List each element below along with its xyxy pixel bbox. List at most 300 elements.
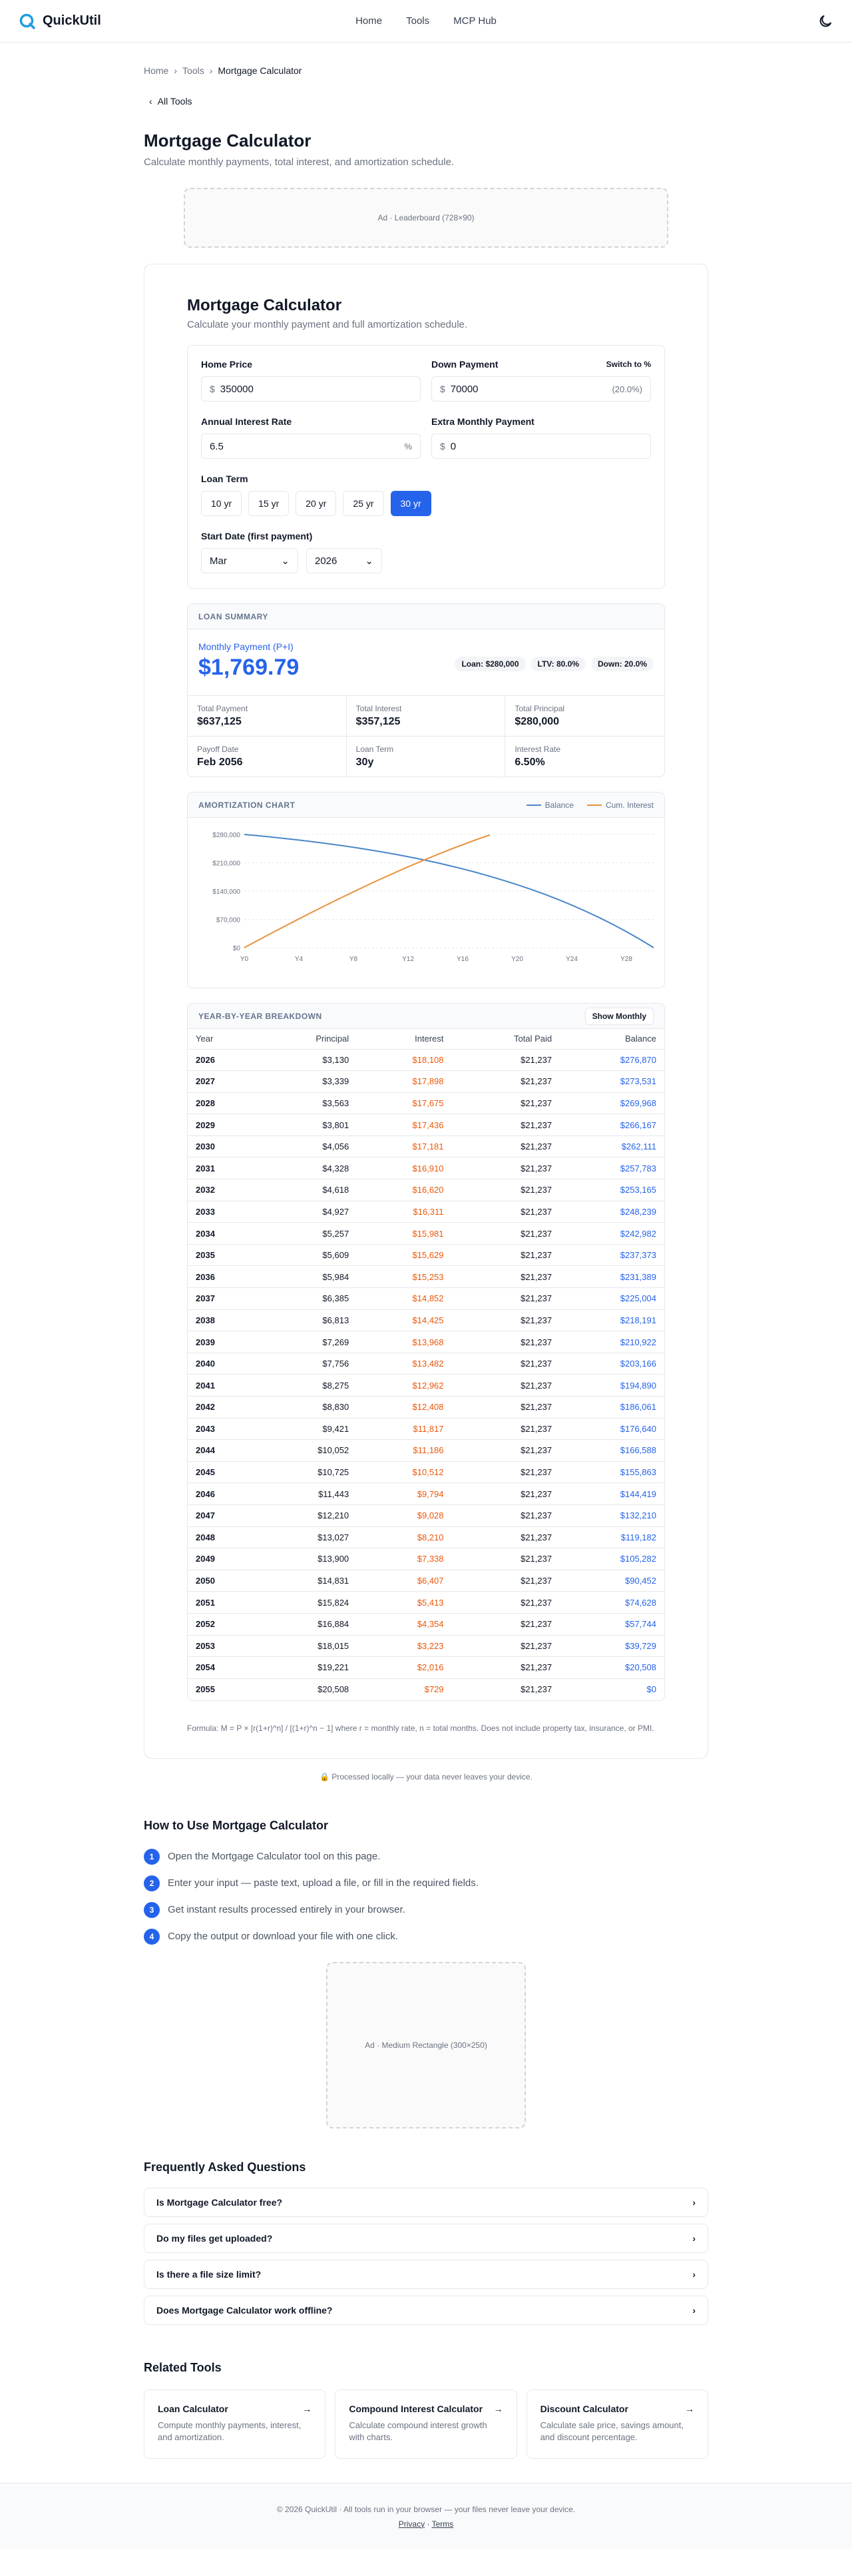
col-interest: Interest — [357, 1029, 451, 1049]
down-payment-value: 70000 — [450, 383, 479, 395]
table-cell: $21,237 — [452, 1657, 560, 1679]
related-discount-calculator[interactable]: Discount Calculator → Calculate sale price, savings amount, and discount percentage. — [527, 2390, 708, 2459]
table-cell: 2042 — [188, 1397, 258, 1419]
table-cell: $17,436 — [357, 1114, 451, 1136]
interest-rate-value: 6.5 — [210, 440, 224, 452]
start-year-value: 2026 — [315, 555, 337, 567]
table-cell: $20,508 — [560, 1657, 664, 1679]
table-row — [188, 1331, 664, 1353]
table-cell: $21,237 — [452, 1418, 560, 1440]
table-cell: $17,898 — [357, 1071, 451, 1093]
table-cell: $10,052 — [258, 1440, 357, 1462]
table-cell: 2037 — [188, 1288, 258, 1310]
table-cell: 2036 — [188, 1266, 258, 1288]
moon-icon[interactable] — [817, 13, 833, 29]
table-cell: $21,237 — [452, 1483, 560, 1505]
table-cell: 2040 — [188, 1353, 258, 1375]
amortization-chart — [188, 818, 666, 984]
table-row — [188, 1288, 664, 1310]
table-cell: $273,531 — [560, 1071, 664, 1093]
arrow-right-icon: → — [302, 2403, 312, 2414]
table-cell: $21,237 — [452, 1201, 560, 1223]
table-row — [188, 1418, 664, 1440]
table-cell: $21,237 — [452, 1309, 560, 1331]
table-cell: $8,275 — [258, 1375, 357, 1397]
table-row — [188, 1353, 664, 1375]
term-20-button[interactable]: 20 yr — [296, 491, 336, 516]
down-payment-input[interactable] — [431, 376, 651, 402]
table-cell: $5,609 — [258, 1244, 357, 1266]
table-cell: $3,223 — [357, 1635, 451, 1657]
monthly-payment-label: Monthly Payment (P+I) — [198, 641, 294, 652]
table-cell: $144,419 — [560, 1483, 664, 1505]
arrow-right-icon: → — [493, 2403, 503, 2414]
table-row — [188, 1092, 664, 1114]
table-cell: $3,339 — [258, 1071, 357, 1093]
down-badge: Down: 20.0% — [591, 657, 654, 671]
table-cell: $21,237 — [452, 1504, 560, 1526]
chevron-right-icon: › — [692, 2196, 696, 2208]
table-cell: $12,210 — [258, 1504, 357, 1526]
table-cell: $14,852 — [357, 1288, 451, 1310]
table-cell: $5,413 — [357, 1592, 451, 1614]
table-cell: 2035 — [188, 1244, 258, 1266]
step-1: 1 Open the Mortgage Calculator tool on this page. — [144, 1849, 708, 1865]
faq-item[interactable]: Is there a file size limit? › — [144, 2260, 708, 2289]
brand-name: QuickUtil — [43, 13, 101, 28]
table-cell: $15,824 — [258, 1592, 357, 1614]
home-price-label: Home Price — [201, 359, 253, 370]
faq-item[interactable]: Does Mortgage Calculator work offline? › — [144, 2296, 708, 2325]
table-cell: $7,269 — [258, 1331, 357, 1353]
col-principal: Principal — [258, 1029, 357, 1049]
table-cell: $6,385 — [258, 1288, 357, 1310]
x-tick-label: Y24 — [566, 956, 578, 963]
table-cell: $11,186 — [357, 1440, 451, 1462]
table-cell: 2033 — [188, 1201, 258, 1223]
table-cell: $218,191 — [560, 1309, 664, 1331]
table-cell: $4,328 — [258, 1157, 357, 1179]
table-cell: $10,512 — [357, 1461, 451, 1483]
x-tick-label: Y12 — [402, 956, 414, 963]
switch-to-percent-button[interactable]: Switch to % — [606, 360, 651, 369]
table-cell: $15,981 — [357, 1223, 451, 1245]
extra-payment-value: 0 — [450, 440, 457, 452]
table-row — [188, 1526, 664, 1548]
table-row — [188, 1397, 664, 1419]
table-cell: $21,237 — [452, 1288, 560, 1310]
step-3: 3 Get instant results processed entirely in your browser. — [144, 1902, 708, 1918]
site-footer: © 2026 QuickUtil · All tools run in your browser — your files never leave your device. Privacy · Terms — [0, 2483, 852, 2549]
x-tick-label: Y8 — [349, 956, 358, 963]
table-cell: 2049 — [188, 1548, 258, 1570]
table-cell: $4,927 — [258, 1201, 357, 1223]
faq-item[interactable]: Is Mortgage Calculator free? › — [144, 2188, 708, 2217]
table-cell: $6,813 — [258, 1309, 357, 1331]
table-cell: $12,962 — [357, 1375, 451, 1397]
table-cell: $4,354 — [357, 1613, 451, 1635]
table-cell: 2031 — [188, 1157, 258, 1179]
table-cell: $21,237 — [452, 1526, 560, 1548]
table-cell: $21,237 — [452, 1157, 560, 1179]
arrow-right-icon: → — [684, 2403, 694, 2414]
table-cell: $21,237 — [452, 1244, 560, 1266]
nav-tools[interactable]: Tools — [406, 15, 430, 27]
start-month-value: Mar — [210, 555, 227, 567]
table-cell: 2038 — [188, 1309, 258, 1331]
interest-rate-input[interactable] — [201, 434, 421, 459]
table-cell: $14,831 — [258, 1570, 357, 1592]
table-cell: $21,237 — [452, 1266, 560, 1288]
related-title: Related Tools — [144, 2360, 222, 2374]
table-cell: $21,237 — [452, 1397, 560, 1419]
down-payment-percent: (20.0%) — [612, 384, 642, 394]
calculator-title: Mortgage Calculator — [187, 296, 342, 314]
stat-total-principal: Total Principal $280,000 — [505, 696, 664, 737]
chevron-right-icon: › — [174, 65, 178, 76]
table-cell: $15,253 — [357, 1266, 451, 1288]
calculator-desc: Calculate your monthly payment and full amortization schedule. — [187, 319, 468, 330]
ad-medium-rectangle: Ad · Medium Rectangle (300×250) — [326, 1962, 526, 2128]
show-monthly-button[interactable]: Show Monthly — [585, 1008, 654, 1025]
table-cell: $155,863 — [560, 1461, 664, 1483]
table-cell: $5,257 — [258, 1223, 357, 1245]
chevron-right-icon: › — [692, 2232, 696, 2244]
table-cell: $8,210 — [357, 1526, 451, 1548]
amortization-chart-panel — [187, 792, 665, 988]
table-cell: $8,830 — [258, 1397, 357, 1419]
y-tick-label: $70,000 — [216, 916, 240, 924]
table-cell: 2048 — [188, 1526, 258, 1548]
table-cell: $9,028 — [357, 1504, 451, 1526]
table-cell: 2053 — [188, 1635, 258, 1657]
table-cell: $13,027 — [258, 1526, 357, 1548]
x-tick-label: Y0 — [240, 956, 249, 963]
legend-balance: Balance — [527, 801, 574, 810]
dollar-prefix: $ — [440, 384, 445, 394]
table-cell: $266,167 — [560, 1114, 664, 1136]
table-cell: $21,237 — [452, 1114, 560, 1136]
table-row — [188, 1071, 664, 1093]
table-cell: 2028 — [188, 1092, 258, 1114]
table-row — [188, 1613, 664, 1635]
table-cell: 2052 — [188, 1613, 258, 1635]
col-year: Year — [188, 1029, 258, 1049]
step-2: 2 Enter your input — paste text, upload a file, or fill in the required fields. — [144, 1875, 708, 1891]
privacy-link[interactable]: Privacy — [398, 2519, 425, 2529]
table-row — [188, 1570, 664, 1592]
all-tools-label: All Tools — [157, 96, 192, 107]
table-cell: $7,338 — [357, 1548, 451, 1570]
table-cell: $18,108 — [357, 1049, 451, 1071]
table-cell: $729 — [424, 1684, 444, 1695]
table-cell: $15,629 — [357, 1244, 451, 1266]
legend-interest: Cum. Interest — [587, 801, 654, 810]
ad-leaderboard: Ad · Leaderboard (728×90) — [184, 188, 668, 248]
breadcrumb-tools[interactable]: Tools — [182, 65, 204, 76]
footer-text: © 2026 QuickUtil · All tools run in your browser — your files never leave your device. — [276, 2504, 576, 2514]
chart-legend — [527, 801, 654, 810]
how-to-section — [144, 1819, 708, 1945]
nav-home[interactable]: Home — [355, 15, 383, 27]
table-cell: $21,237 — [452, 1135, 560, 1157]
table-cell: $3,563 — [258, 1092, 357, 1114]
table-row — [188, 1244, 664, 1266]
table-row — [188, 1635, 664, 1657]
table-cell: $90,452 — [560, 1570, 664, 1592]
table-cell: $16,620 — [357, 1179, 451, 1201]
table-row — [188, 1114, 664, 1136]
table-cell: $11,443 — [258, 1483, 357, 1505]
table-cell: $21,237 — [452, 1375, 560, 1397]
table-cell: $16,311 — [357, 1201, 451, 1223]
table-cell: $21,237 — [452, 1635, 560, 1657]
dollar-prefix: $ — [210, 384, 215, 394]
table-cell: $18,015 — [258, 1635, 357, 1657]
table-cell: $11,817 — [357, 1418, 451, 1440]
col-total-paid: Total Paid — [452, 1029, 560, 1049]
start-date-label: Start Date (first payment) — [201, 531, 313, 541]
table-cell: $13,968 — [357, 1331, 451, 1353]
table-cell: $9,794 — [357, 1483, 451, 1505]
table-cell: $203,166 — [560, 1353, 664, 1375]
table-row — [188, 1461, 664, 1483]
table-cell: $276,870 — [560, 1049, 664, 1071]
table-row — [188, 1657, 664, 1679]
table-row — [188, 1483, 664, 1505]
table-cell: $19,221 — [258, 1657, 357, 1679]
table-cell: 2051 — [188, 1592, 258, 1614]
table-cell: $16,910 — [357, 1157, 451, 1179]
table-cell: $248,239 — [560, 1201, 664, 1223]
table-cell: $21,237 — [452, 1049, 560, 1071]
privacy-note: 🔒 Processed locally — your data never leaves your device. — [320, 1771, 532, 1781]
how-to-title: How to Use Mortgage Calculator — [144, 1818, 329, 1832]
loan-amount-badge: Loan: $280,000 — [455, 657, 525, 671]
dollar-prefix: $ — [440, 441, 445, 452]
table-row — [188, 1179, 664, 1201]
loan-summary-header: LOAN SUMMARY — [198, 611, 268, 621]
chevron-left-icon: ‹ — [149, 96, 152, 107]
page-title: Mortgage Calculator — [144, 131, 312, 151]
table-cell: $269,968 — [560, 1092, 664, 1114]
faq-section — [144, 2160, 708, 2325]
table-row — [188, 1592, 664, 1614]
extra-payment-label: Extra Monthly Payment — [431, 416, 534, 427]
loan-term-options — [201, 491, 651, 516]
table-cell: 2047 — [188, 1504, 258, 1526]
table-cell: $176,640 — [560, 1418, 664, 1440]
x-tick-label: Y16 — [457, 956, 469, 963]
table-cell: 2027 — [188, 1071, 258, 1093]
table-row — [188, 1223, 664, 1245]
x-tick-label: Y20 — [511, 956, 523, 963]
brand-logo[interactable] — [19, 13, 101, 30]
table-cell: $13,900 — [258, 1548, 357, 1570]
table-cell: $21,237 — [452, 1440, 560, 1462]
table-cell: $21,237 — [452, 1092, 560, 1114]
table-row — [188, 1135, 664, 1157]
breadcrumb — [144, 65, 708, 76]
home-price-input[interactable] — [201, 376, 421, 402]
table-cell: $4,618 — [258, 1179, 357, 1201]
terms-link[interactable]: Terms — [431, 2519, 454, 2529]
term-25-button[interactable]: 25 yr — [343, 491, 383, 516]
table-cell: $9,421 — [258, 1418, 357, 1440]
y-tick-label: $0 — [232, 945, 240, 952]
start-year-select[interactable] — [306, 548, 382, 573]
calculator-card — [144, 264, 708, 1759]
table-cell: $14,425 — [357, 1309, 451, 1331]
chevron-down-icon: ⌄ — [365, 555, 373, 567]
table-cell: $21,237 — [452, 1071, 560, 1093]
table-cell: 2054 — [188, 1657, 258, 1679]
chart-header: AMORTIZATION CHART — [198, 800, 296, 810]
table-cell: $5,984 — [258, 1266, 357, 1288]
term-30-button[interactable]: 30 yr — [391, 491, 431, 516]
table-cell: $242,982 — [560, 1223, 664, 1245]
breakdown-panel — [187, 1003, 665, 1701]
table-cell: $105,282 — [560, 1548, 664, 1570]
term-10-button[interactable]: 10 yr — [201, 491, 242, 516]
table-cell: $237,373 — [560, 1244, 664, 1266]
interest-rate-label: Annual Interest Rate — [201, 416, 292, 427]
logo-icon — [19, 13, 36, 30]
table-row — [188, 1266, 664, 1288]
stat-interest-rate: Interest Rate 6.50% — [515, 745, 561, 768]
table-cell: $12,408 — [357, 1397, 451, 1419]
table-cell: $10,725 — [258, 1461, 357, 1483]
table-cell: 2055 — [196, 1684, 215, 1695]
table-cell: $166,588 — [560, 1440, 664, 1462]
table-cell: 2046 — [188, 1483, 258, 1505]
chevron-down-icon: ⌄ — [281, 555, 290, 567]
table-cell: $21,237 — [452, 1179, 560, 1201]
table-cell: $231,389 — [560, 1266, 664, 1288]
table-cell: $17,675 — [357, 1092, 451, 1114]
table-cell: $3,801 — [258, 1114, 357, 1136]
table-cell: 2045 — [188, 1461, 258, 1483]
table-row — [188, 1678, 664, 1700]
table-cell: $74,628 — [560, 1592, 664, 1614]
table-cell: $13,482 — [357, 1353, 451, 1375]
table-cell: $119,182 — [560, 1526, 664, 1548]
faq-item[interactable]: Do my files get uploaded? › — [144, 2224, 708, 2253]
related-section — [144, 2361, 708, 2459]
table-row — [188, 1504, 664, 1526]
table-cell: 2043 — [188, 1418, 258, 1440]
extra-payment-input[interactable] — [431, 434, 651, 459]
all-tools-link[interactable] — [149, 96, 192, 107]
table-row — [188, 1157, 664, 1179]
main-nav — [355, 15, 497, 27]
table-cell: 2050 — [188, 1570, 258, 1592]
y-tick-label: $280,000 — [212, 832, 240, 839]
loan-term-label: Loan Term — [201, 474, 248, 484]
breadcrumb-home[interactable]: Home — [144, 65, 169, 76]
table-cell: $21,237 — [452, 1353, 560, 1375]
table-cell: $194,890 — [560, 1375, 664, 1397]
table-row — [188, 1548, 664, 1570]
table-cell: $17,181 — [357, 1135, 451, 1157]
table-cell: $0 — [646, 1684, 656, 1695]
table-cell: $57,744 — [560, 1613, 664, 1635]
table-cell: $21,237 — [452, 1223, 560, 1245]
chevron-right-icon: › — [692, 2268, 696, 2280]
loan-summary-panel — [187, 603, 665, 777]
stat-loan-term: Loan Term 30y — [347, 737, 506, 777]
table-cell: $21,237 — [452, 1331, 560, 1353]
table-cell: $262,111 — [560, 1135, 664, 1157]
table-cell: 2026 — [188, 1049, 258, 1071]
stat-total-interest: Total Interest $357,125 — [347, 696, 506, 737]
related-loan-calculator[interactable]: Loan Calculator → Compute monthly payments, interest, and amortization. — [144, 2390, 325, 2459]
input-form — [187, 345, 665, 589]
table-cell: 2032 — [188, 1179, 258, 1201]
table-cell: 2039 — [188, 1331, 258, 1353]
breakdown-header: YEAR-BY-YEAR BREAKDOWN — [198, 1011, 322, 1021]
chevron-right-icon: › — [692, 2304, 696, 2316]
table-row — [188, 1309, 664, 1331]
page-content — [144, 65, 708, 2459]
table-cell: $3,130 — [258, 1049, 357, 1071]
table-cell: $4,056 — [258, 1135, 357, 1157]
step-4: 4 Copy the output or download your file with one click. — [144, 1929, 708, 1945]
table-cell: $21,237 — [452, 1592, 560, 1614]
y-tick-label: $210,000 — [212, 860, 240, 868]
start-month-select[interactable] — [201, 548, 298, 573]
percent-suffix: % — [404, 441, 412, 452]
table-row — [188, 1049, 664, 1071]
monthly-payment-amount: $1,769.79 — [198, 655, 300, 680]
table-cell: 2029 — [188, 1114, 258, 1136]
faq-title: Frequently Asked Questions — [144, 2160, 306, 2174]
table-cell: $16,884 — [258, 1613, 357, 1635]
table-cell: $2,016 — [357, 1657, 451, 1679]
nav-mcp-hub[interactable]: MCP Hub — [453, 15, 497, 27]
term-15-button[interactable]: 15 yr — [248, 491, 289, 516]
down-payment-label: Down Payment — [431, 359, 499, 370]
table-cell: 2044 — [188, 1440, 258, 1462]
table-row — [188, 1375, 664, 1397]
ltv-badge: LTV: 80.0% — [531, 657, 586, 671]
table-cell: $186,061 — [560, 1397, 664, 1419]
page-subtitle: Calculate monthly payments, total interest, and amortization schedule. — [144, 157, 455, 168]
table-cell: $7,756 — [258, 1353, 357, 1375]
stat-total-payment: Total Payment $637,125 — [188, 696, 347, 737]
table-cell: $39,729 — [560, 1635, 664, 1657]
table-cell: $225,004 — [560, 1288, 664, 1310]
site-header — [0, 0, 852, 43]
col-balance: Balance — [560, 1029, 664, 1049]
table-cell: $6,407 — [357, 1570, 451, 1592]
table-cell: $210,922 — [560, 1331, 664, 1353]
related-compound-interest[interactable]: Compound Interest Calculator → Calculate compound interest growth with charts. — [335, 2390, 517, 2459]
formula-note: Formula: M = P × [r(1+r)^n] / [(1+r)^n − 1] where r = monthly rate, n = total months. Does not include property tax, insurance, or PMI. — [187, 1723, 654, 1733]
table-cell: 2030 — [188, 1135, 258, 1157]
table-cell: $257,783 — [560, 1157, 664, 1179]
table-row — [188, 1201, 664, 1223]
table-row — [188, 1440, 664, 1462]
table-cell: 2034 — [188, 1223, 258, 1245]
x-tick-label: Y28 — [620, 956, 632, 963]
breakdown-table — [188, 1029, 664, 1700]
table-cell: 2041 — [188, 1375, 258, 1397]
table-cell: $21,237 — [452, 1461, 560, 1483]
table-cell: $132,210 — [560, 1504, 664, 1526]
home-price-value: 350000 — [220, 383, 254, 395]
chevron-right-icon: › — [209, 65, 213, 76]
